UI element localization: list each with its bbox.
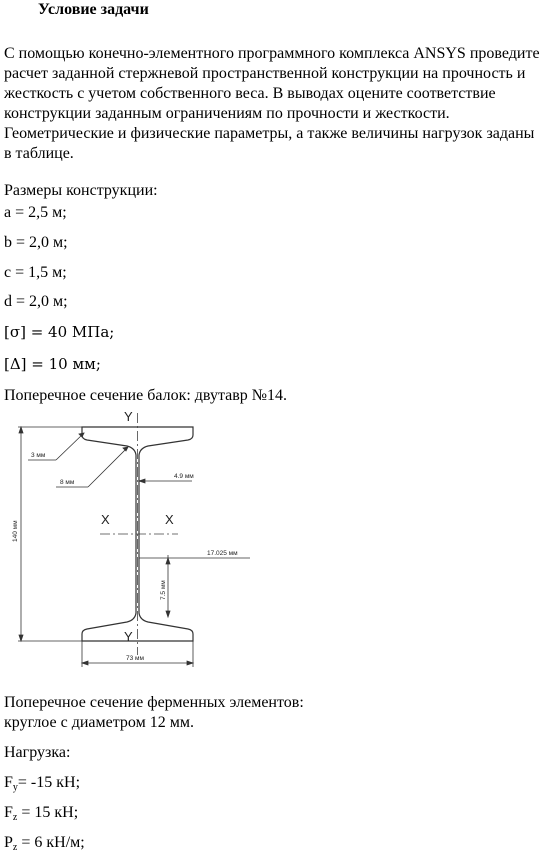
dim-73mm-label: 73 мм xyxy=(126,655,144,662)
section-heading: Условие задачи xyxy=(38,1,149,18)
dim-17mm-label: 17.025 мм xyxy=(207,550,238,557)
axis-y-top-label: Y xyxy=(124,409,133,424)
axis-x-right-label: X xyxy=(165,512,174,527)
limit-delta: [Δ] = 10 мм; xyxy=(4,355,101,373)
load-fz: $F_z = 15$ кН; xyxy=(4,804,79,823)
dim-b: b = 2,0 м; xyxy=(4,234,68,251)
beam-section-label: Поперечное сечение балок: двутавр №14. xyxy=(4,387,288,404)
dim-4-9mm-label: 4.9 мм xyxy=(174,473,194,480)
intro-paragraph: С помощью конечно-элементного программного комплекса ANSYS проведите расчет заданной стержневой пространственной конструкции на прочность и жесткость с учетом собственного веса. В выводах оцените соответствие конструкции заданным ограничениям по прочности и жесткости. Геометрические и физические параметры, а также величины нагрузок заданы в таблице. xyxy=(4,45,540,162)
dim-c: c = 1,5 м; xyxy=(4,264,67,281)
dim-7-5mm-label: 7.5 мм xyxy=(160,580,167,600)
limit-sigma: [σ] = 40 МПа; xyxy=(4,323,115,341)
dim-8mm-label: 8 мм xyxy=(60,479,75,486)
dim-3mm-label: 3 мм xyxy=(31,452,46,459)
axis-x-left-label: X xyxy=(101,512,110,527)
i-beam-drawing xyxy=(0,405,545,675)
dim-a: a = 2,5 м; xyxy=(4,204,67,221)
truss-section-value: круглое с диаметром 12 мм. xyxy=(4,714,194,731)
load-fy: $F_y= -15$ кН; xyxy=(4,774,81,793)
load-pz: $P_z = 6$ кН/м; xyxy=(4,834,85,853)
load-title: Нагрузка: xyxy=(4,744,71,761)
truss-section-title: Поперечное сечение ферменных элементов: xyxy=(4,694,304,711)
axis-y-bottom-label: Y xyxy=(124,629,133,644)
dims-title: Размеры конструкции: xyxy=(4,182,158,199)
dim-140mm-label: 140 мм xyxy=(12,520,19,542)
dim-d: d = 2,0 м; xyxy=(4,293,68,310)
